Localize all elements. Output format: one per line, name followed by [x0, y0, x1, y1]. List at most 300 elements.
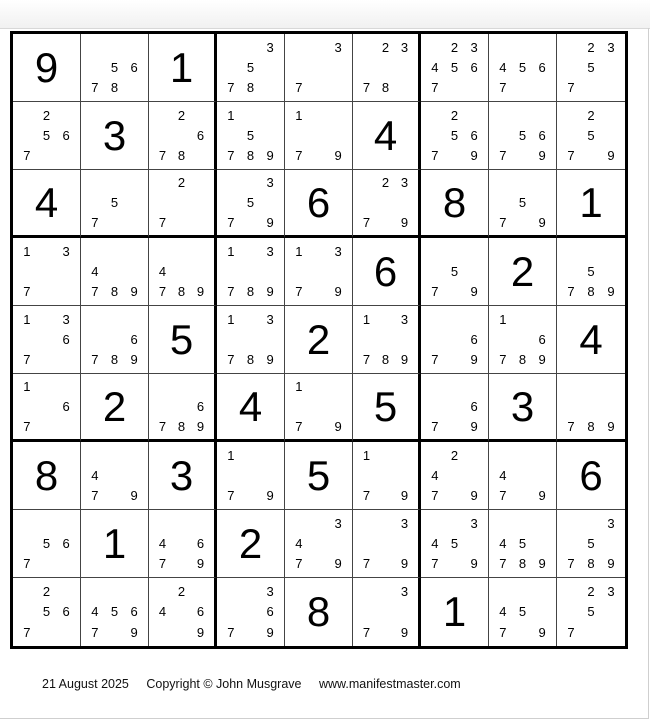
sudoku-cell[interactable] [13, 510, 81, 578]
sudoku-cell[interactable] [13, 170, 81, 238]
candidate-digit [221, 37, 241, 57]
sudoku-cell[interactable] [217, 374, 285, 442]
candidate-digit [493, 513, 513, 533]
candidate-digit [309, 146, 329, 166]
given-digit: 2 [510, 247, 535, 295]
candidate-digit [581, 241, 601, 261]
candidate-digit [601, 622, 621, 643]
sudoku-cell[interactable] [217, 238, 285, 306]
candidate-digit [445, 78, 465, 98]
candidate-digit: 3 [266, 583, 274, 599]
candidate-digit: 5 [450, 535, 459, 551]
candidate-digit: 6 [130, 331, 138, 347]
candidate-digit [124, 37, 144, 57]
candidate-digit: 7 [362, 625, 371, 641]
candidate-digit: 5 [42, 604, 51, 620]
sudoku-cell[interactable] [557, 102, 625, 170]
candidate-digit [191, 193, 210, 213]
candidate-digit [445, 465, 465, 485]
candidate-digit [124, 78, 144, 98]
candidate-digit [241, 329, 261, 349]
candidate-notes [493, 173, 552, 232]
candidate-digit: 8 [381, 352, 390, 368]
candidate-digit [191, 105, 210, 125]
candidate-digit [601, 241, 621, 261]
candidate-digit: 2 [42, 107, 51, 123]
candidate-digit [425, 125, 445, 145]
candidate-digit: 9 [607, 148, 615, 164]
given-digit: 3 [510, 382, 535, 430]
sudoku-cell[interactable] [285, 578, 353, 646]
candidate-digit: 4 [431, 59, 439, 75]
candidate-digit [191, 241, 210, 261]
sudoku-cell[interactable] [353, 510, 421, 578]
candidate-digit [105, 37, 125, 57]
candidate-digit [445, 146, 465, 166]
candidate-notes [493, 445, 552, 506]
candidate-digit: 4 [431, 535, 439, 551]
candidate-digit: 6 [470, 127, 478, 143]
candidate-digit [309, 241, 329, 261]
candidate-digit: 8 [246, 148, 255, 164]
candidate-digit [172, 377, 191, 397]
candidate-notes [289, 105, 348, 166]
candidate-digit [153, 193, 172, 213]
candidate-digit: 9 [130, 488, 138, 504]
sudoku-cell[interactable] [489, 170, 557, 238]
sudoku-cell[interactable] [421, 442, 489, 510]
sudoku-cell[interactable] [81, 238, 149, 306]
candidate-digit: 9 [538, 214, 546, 230]
candidate-digit [105, 622, 125, 643]
sudoku-cell[interactable] [13, 238, 81, 306]
candidate-digit [561, 105, 581, 125]
sudoku-cell[interactable] [13, 34, 81, 102]
candidate-notes [153, 513, 210, 574]
sudoku-cell[interactable] [149, 102, 217, 170]
candidate-digit [56, 377, 76, 397]
candidate-digit [561, 261, 581, 281]
candidate-notes [221, 37, 280, 98]
sudoku-cell[interactable] [81, 306, 149, 374]
candidate-digit: 6 [130, 59, 138, 75]
candidate-digit [191, 513, 210, 533]
candidate-notes [17, 309, 76, 370]
candidate-notes [289, 377, 348, 436]
candidate-digit: 3 [400, 311, 409, 327]
sudoku-cell[interactable] [285, 306, 353, 374]
candidate-digit [153, 622, 172, 643]
candidate-digit: 5 [110, 194, 119, 210]
candidate-digit [17, 602, 37, 623]
sudoku-cell[interactable] [285, 442, 353, 510]
sudoku-cell[interactable] [353, 34, 421, 102]
sudoku-cell[interactable] [421, 306, 489, 374]
candidate-digit [532, 78, 552, 98]
candidate-digit [221, 329, 241, 349]
candidate-digit [153, 513, 172, 533]
candidate-digit [56, 513, 76, 533]
sudoku-cell[interactable] [421, 374, 489, 442]
candidate-digit [376, 486, 395, 506]
candidate-digit: 9 [607, 284, 615, 300]
sudoku-cell[interactable] [13, 578, 81, 646]
candidate-digit [17, 329, 37, 349]
sudoku-cell[interactable] [421, 510, 489, 578]
candidate-digit: 7 [227, 488, 235, 504]
candidate-digit [464, 241, 484, 261]
candidate-digit: 1 [227, 447, 235, 463]
sudoku-cell[interactable] [489, 102, 557, 170]
candidate-digit: 3 [400, 175, 409, 191]
candidate-digit [172, 533, 191, 553]
candidate-notes [85, 173, 144, 232]
sudoku-cell[interactable] [489, 578, 557, 646]
candidate-digit [425, 105, 445, 125]
sudoku-cell[interactable] [353, 306, 421, 374]
candidate-notes [425, 309, 484, 370]
candidate-digit: 5 [110, 604, 119, 620]
sudoku-cell[interactable] [217, 442, 285, 510]
sudoku-cell[interactable] [13, 306, 81, 374]
candidate-digit: 7 [499, 352, 507, 368]
candidate-digit [601, 57, 621, 77]
candidate-notes [493, 513, 552, 574]
candidate-digit [513, 622, 533, 643]
candidate-digit [241, 309, 261, 329]
candidate-notes [493, 581, 552, 643]
sudoku-cell[interactable] [557, 170, 625, 238]
sudoku-cell[interactable] [489, 510, 557, 578]
candidate-digit [513, 146, 533, 166]
candidate-notes [153, 241, 210, 302]
candidate-digit [376, 513, 395, 533]
candidate-digit [241, 602, 261, 623]
candidate-digit: 7 [158, 148, 167, 164]
sudoku-cell[interactable] [489, 34, 557, 102]
sudoku-cell[interactable] [421, 238, 489, 306]
sudoku-cell[interactable] [217, 170, 285, 238]
candidate-digit [37, 241, 57, 261]
footer-date: 21 August 2025 [42, 677, 129, 691]
candidate-digit: 9 [538, 556, 546, 572]
candidate-digit [445, 513, 465, 533]
candidate-digit [357, 193, 376, 213]
candidate-digit [241, 212, 261, 232]
candidate-digit [513, 486, 533, 506]
candidate-digit: 3 [400, 583, 409, 599]
candidate-digit: 6 [62, 535, 70, 551]
sudoku-cell[interactable] [81, 374, 149, 442]
sudoku-cell[interactable] [353, 578, 421, 646]
candidate-digit: 7 [431, 148, 439, 164]
candidate-digit: 3 [470, 39, 478, 55]
given-digit: 2 [102, 382, 127, 430]
candidate-digit: 6 [196, 535, 205, 551]
candidate-digit [532, 445, 552, 465]
candidate-digit: 3 [62, 243, 70, 259]
candidate-digit [172, 212, 191, 232]
candidate-digit [105, 261, 125, 281]
candidate-digit [357, 465, 376, 485]
candidate-digit [464, 445, 484, 465]
candidate-digit [289, 513, 309, 533]
candidate-digit: 9 [607, 418, 615, 434]
candidate-digit [17, 533, 37, 553]
candidate-digit: 2 [381, 175, 390, 191]
candidate-digit: 9 [470, 148, 478, 164]
sudoku-cell[interactable] [353, 442, 421, 510]
candidate-digit [105, 212, 125, 232]
candidate-digit: 8 [587, 418, 595, 434]
candidate-digit: 3 [266, 39, 274, 55]
candidate-digit [581, 622, 601, 643]
sudoku-cell[interactable] [81, 102, 149, 170]
candidate-digit: 8 [177, 418, 186, 434]
sudoku-cell[interactable] [353, 170, 421, 238]
candidate-digit: 4 [158, 604, 167, 620]
candidate-digit: 9 [266, 352, 274, 368]
sudoku-cell[interactable] [217, 102, 285, 170]
candidate-digit [37, 282, 57, 302]
candidate-digit [124, 193, 144, 213]
candidate-digit: 9 [400, 214, 409, 230]
candidate-digit [328, 57, 348, 77]
candidate-digit [241, 622, 261, 643]
given-digit: 6 [306, 178, 331, 226]
candidate-digit [357, 602, 376, 623]
sudoku-cell[interactable] [149, 578, 217, 646]
given-digit: 8 [306, 588, 331, 635]
sudoku-cell[interactable] [217, 578, 285, 646]
sudoku-cell[interactable] [421, 578, 489, 646]
sudoku-cell[interactable] [489, 374, 557, 442]
candidate-digit: 7 [362, 80, 371, 96]
candidate-digit [309, 513, 329, 533]
sudoku-cell[interactable] [557, 306, 625, 374]
sudoku-cell[interactable] [81, 578, 149, 646]
candidate-digit [191, 146, 210, 166]
sudoku-cell[interactable] [489, 238, 557, 306]
sudoku-cell[interactable] [149, 510, 217, 578]
footer-copyright: Copyright © John Musgrave [146, 677, 302, 691]
candidate-digit [172, 513, 191, 533]
candidate-digit [85, 445, 105, 465]
candidate-digit: 3 [266, 243, 274, 259]
candidate-digit [395, 465, 414, 485]
given-digit: 6 [373, 247, 398, 295]
sudoku-cell[interactable] [285, 510, 353, 578]
candidate-digit: 3 [470, 515, 478, 531]
sudoku-cell[interactable] [285, 374, 353, 442]
candidate-notes [357, 513, 414, 574]
candidate-notes [425, 513, 484, 574]
candidate-digit: 8 [518, 352, 527, 368]
candidate-digit [17, 261, 37, 281]
candidate-digit: 7 [499, 556, 507, 572]
candidate-digit [395, 602, 414, 623]
given-digit: 5 [169, 315, 194, 363]
candidate-digit: 6 [62, 331, 70, 347]
candidate-digit [601, 78, 621, 98]
candidate-digit [357, 37, 376, 57]
candidate-digit [357, 173, 376, 193]
candidate-digit [464, 533, 484, 553]
candidate-digit [532, 602, 552, 623]
candidate-digit: 4 [91, 604, 99, 620]
candidate-digit [124, 445, 144, 465]
candidate-digit: 8 [587, 284, 595, 300]
candidate-digit [357, 57, 376, 77]
candidate-digit [581, 513, 601, 533]
candidate-digit: 5 [518, 194, 527, 210]
candidate-digit [561, 377, 581, 397]
candidate-digit: 7 [158, 556, 167, 572]
candidate-digit: 7 [91, 284, 99, 300]
candidate-digit: 9 [334, 418, 342, 434]
candidate-digit: 9 [400, 625, 409, 641]
candidate-digit: 2 [450, 107, 459, 123]
candidate-notes [221, 105, 280, 166]
sudoku-cell[interactable] [489, 306, 557, 374]
sudoku-cell[interactable] [149, 442, 217, 510]
sudoku-cell[interactable] [13, 442, 81, 510]
sudoku-cell[interactable] [81, 34, 149, 102]
sudoku-cell[interactable] [217, 306, 285, 374]
candidate-digit: 9 [130, 352, 138, 368]
sudoku-cell[interactable] [217, 34, 285, 102]
candidate-digit [561, 602, 581, 623]
candidate-notes [221, 173, 280, 232]
candidate-notes [561, 513, 621, 574]
sudoku-cell[interactable] [81, 170, 149, 238]
candidate-notes [221, 445, 280, 506]
candidate-digit: 4 [158, 263, 167, 279]
sudoku-cell[interactable] [353, 238, 421, 306]
candidate-digit [513, 513, 533, 533]
candidate-digit [601, 105, 621, 125]
sudoku-cell[interactable] [81, 510, 149, 578]
candidate-digit: 5 [518, 604, 527, 620]
candidate-digit: 1 [499, 311, 507, 327]
sudoku-cell[interactable] [353, 102, 421, 170]
sudoku-cell[interactable] [149, 238, 217, 306]
candidate-digit [376, 554, 395, 574]
candidate-digit [260, 193, 280, 213]
given-digit: 5 [306, 451, 331, 499]
given-digit: 4 [373, 111, 398, 159]
candidate-digit [153, 581, 172, 602]
candidate-digit [172, 193, 191, 213]
candidate-digit [425, 261, 445, 281]
candidate-digit: 7 [431, 284, 439, 300]
candidate-digit [153, 377, 172, 397]
candidate-digit [376, 602, 395, 623]
candidate-digit [191, 212, 210, 232]
candidate-digit: 8 [246, 80, 255, 96]
sudoku-cell[interactable] [149, 374, 217, 442]
sudoku-cell[interactable] [421, 102, 489, 170]
candidate-digit: 8 [110, 80, 119, 96]
sudoku-cell[interactable] [149, 306, 217, 374]
candidate-digit [105, 486, 125, 506]
candidate-digit [328, 105, 348, 125]
candidate-digit [221, 57, 241, 77]
candidate-notes [561, 581, 621, 643]
candidate-digit [357, 513, 376, 533]
candidate-digit: 6 [62, 398, 70, 414]
candidate-digit: 7 [431, 418, 439, 434]
candidate-digit: 4 [499, 535, 507, 551]
sudoku-cell[interactable] [13, 102, 81, 170]
candidate-digit: 7 [23, 556, 31, 572]
given-digit: 1 [442, 588, 467, 635]
candidate-digit [153, 105, 172, 125]
sudoku-cell[interactable] [421, 170, 489, 238]
candidate-digit [425, 241, 445, 261]
candidate-digit: 6 [196, 398, 205, 414]
sudoku-cell[interactable] [557, 34, 625, 102]
sudoku-cell[interactable] [149, 170, 217, 238]
candidate-notes [153, 105, 210, 166]
sudoku-cell[interactable] [217, 510, 285, 578]
candidate-digit [241, 173, 261, 193]
candidate-digit: 6 [538, 127, 546, 143]
given-digit: 5 [373, 382, 398, 430]
candidate-digit [357, 581, 376, 602]
candidate-digit: 2 [587, 39, 595, 55]
sudoku-cell[interactable] [353, 374, 421, 442]
sudoku-cell[interactable] [557, 578, 625, 646]
sudoku-cell[interactable] [285, 102, 353, 170]
candidate-digit: 9 [130, 625, 138, 641]
sudoku-cell[interactable] [557, 510, 625, 578]
candidate-digit: 9 [266, 625, 274, 641]
candidate-digit [464, 309, 484, 329]
candidate-digit [289, 57, 309, 77]
candidate-digit [445, 416, 465, 436]
footer-website[interactable]: www.manifestmaster.com [318, 677, 461, 691]
candidate-digit: 6 [130, 604, 138, 620]
sudoku-cell[interactable] [557, 374, 625, 442]
sudoku-cell[interactable] [285, 34, 353, 102]
sudoku-cell[interactable] [285, 238, 353, 306]
candidate-digit: 7 [431, 556, 439, 572]
sudoku-cell[interactable] [557, 442, 625, 510]
sudoku-cell[interactable] [81, 442, 149, 510]
candidate-digit [532, 173, 552, 193]
candidate-digit: 7 [227, 214, 235, 230]
candidate-digit: 1 [23, 311, 31, 327]
candidate-digit: 9 [266, 488, 274, 504]
candidate-digit: 7 [499, 148, 507, 164]
sudoku-cell[interactable] [421, 34, 489, 102]
footer [42, 677, 475, 691]
candidate-digit [309, 105, 329, 125]
sudoku-cell[interactable] [13, 374, 81, 442]
sudoku-cell[interactable] [149, 34, 217, 102]
sudoku-cell[interactable] [489, 442, 557, 510]
candidate-digit [581, 397, 601, 417]
candidate-digit [124, 309, 144, 329]
sudoku-cell[interactable] [285, 170, 353, 238]
candidate-digit [309, 78, 329, 98]
candidate-digit [289, 397, 309, 417]
sudoku-cell[interactable] [557, 238, 625, 306]
candidate-notes [561, 377, 621, 436]
candidate-digit [493, 581, 513, 602]
candidate-digit [37, 309, 57, 329]
